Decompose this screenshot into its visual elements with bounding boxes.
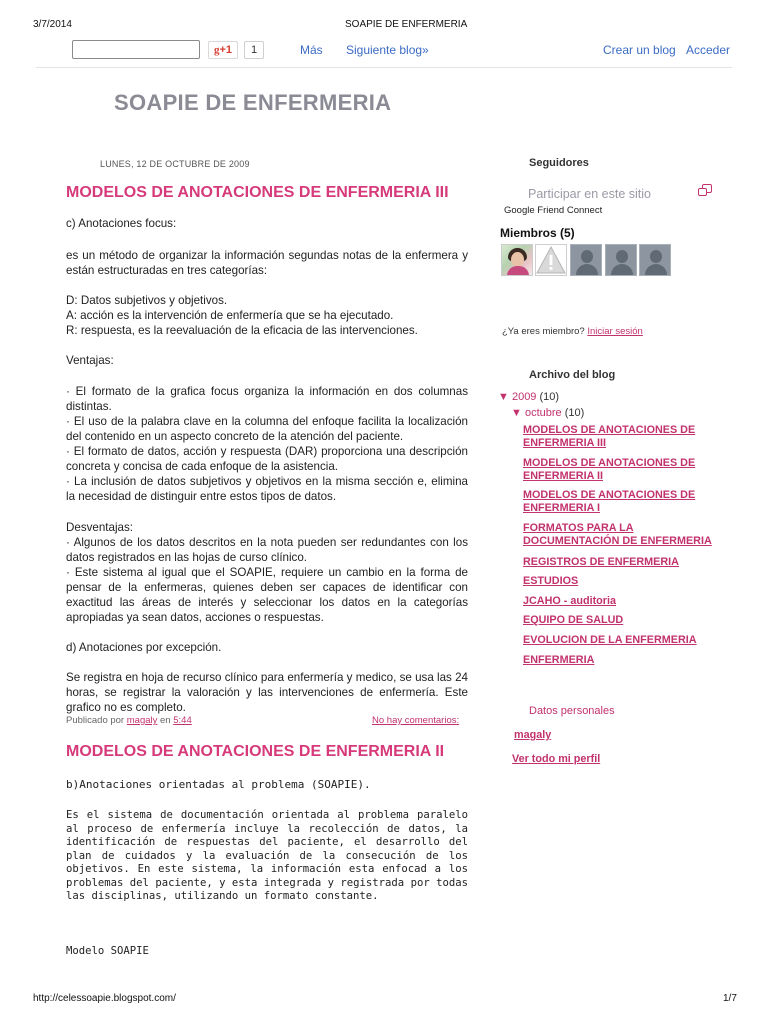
published-by-label: Publicado por xyxy=(66,715,125,726)
category-a: A: acción es la intervención de enfermería que se ha ejecutado. xyxy=(66,309,394,322)
members-heading: Miembros (5) xyxy=(500,226,575,240)
triangle-down-icon: ▼ xyxy=(511,407,522,419)
member-question: ¿Ya eres miembro? Iniciar sesión xyxy=(502,326,643,337)
personal-data-heading: Datos personales xyxy=(529,705,615,717)
member-avatar[interactable] xyxy=(501,244,533,276)
timestamp-link[interactable]: 5:44 xyxy=(173,715,192,726)
profile-name-link[interactable]: magaly xyxy=(514,729,552,741)
post-intro: es un método de organizar la información segundas notas de la enfermera y están estructuradas en tres categorías: xyxy=(66,249,468,277)
excepcion-heading: d) Anotaciones por excepción. xyxy=(66,641,222,654)
archive-post-link[interactable]: FORMATOS PARA LA DOCUMENTACIÓN DE ENFERMERIA xyxy=(523,522,712,547)
triangle-down-icon: ▼ xyxy=(498,391,509,403)
archive-post-link[interactable]: EVOLUCION DE LA ENFERMERIA xyxy=(523,634,697,646)
post-title[interactable]: MODELOS DE ANOTACIONES DE ENFERMERIA II xyxy=(66,743,445,760)
more-link[interactable]: Más xyxy=(300,43,323,57)
post-title[interactable]: MODELOS DE ANOTACIONES DE ENFERMERIA III xyxy=(66,184,449,201)
member-avatar[interactable] xyxy=(605,244,637,276)
print-title: SOAPIE DE ENFERMERIA xyxy=(345,19,468,30)
post-footer xyxy=(66,715,192,726)
post-body: Es el sistema de documentación orientada al problema paralelo al proceso de enfermería incluye la recolección de datos, la identificación de respuestas del paciente, el desarrollo del plan de cuidados y la evaluación de la consecución de los objetivos. En este sistema, la información esta enfocad a los problemas del paciente, y esta integrada y registrada por todas las disciplinas, utilizando un formato constante. xyxy=(66,809,468,902)
comments-link[interactable]: No hay comentarios: xyxy=(372,715,460,726)
archive-post-link[interactable]: ESTUDIOS xyxy=(523,575,579,587)
print-page-number: 1/7 xyxy=(723,993,737,1004)
next-blog-link[interactable]: Siguiente blog» xyxy=(346,43,429,57)
post-subtitle: b)Anotaciones orientadas al problema (SOAPIE). xyxy=(66,778,371,791)
google-friend-connect-label: Google Friend Connect xyxy=(504,205,603,216)
author-link[interactable]: magaly xyxy=(126,715,158,726)
member-avatar[interactable] xyxy=(570,244,602,276)
archive-year[interactable]: ▼ 2009 (10) xyxy=(498,391,560,403)
ventajas-item: · El formato de datos, acción y respuesta (DAR) proporciona una descripción concreta y concisa de cada enfoque de la asistencia. xyxy=(66,445,468,473)
ventajas-heading: Ventajas: xyxy=(66,354,114,367)
member-sign-in-link[interactable]: Iniciar sesión xyxy=(587,326,643,337)
archive-post-link[interactable]: MODELOS DE ANOTACIONES DE ENFERMERIA I xyxy=(523,489,696,514)
at-label: en xyxy=(160,715,171,726)
excepcion-text: Se registra en hoja de recurso clínico para enfermería y medico, se usa las 24 horas, se registrar la valoración y las intervenciones de enfermería. Este grafico no es completo. xyxy=(66,671,468,714)
popout-icon[interactable] xyxy=(702,184,712,193)
warning-icon xyxy=(535,244,567,276)
blog-title[interactable]: SOAPIE DE ENFERMERIA xyxy=(114,90,392,115)
member-avatar[interactable] xyxy=(639,244,671,276)
create-blog-link[interactable]: Crear un blog xyxy=(603,43,676,57)
member-avatar[interactable] xyxy=(535,244,567,276)
category-d: D: Datos subjetivos y objetivos. xyxy=(66,294,228,307)
archive-post-link[interactable]: MODELOS DE ANOTACIONES DE ENFERMERIA II xyxy=(523,457,696,482)
desventajas-heading: Desventajas: xyxy=(66,521,134,534)
followers-heading: Seguidores xyxy=(529,157,589,169)
archive-heading: Archivo del blog xyxy=(529,369,616,381)
sign-in-link[interactable]: Acceder xyxy=(686,43,731,57)
modelo-heading: Modelo SOAPIE xyxy=(66,945,149,957)
ventajas-item: · La inclusión de datos subjetivos y objetivos en la misma sección e, elimina la necesidad de distinguir entre estos tipos de datos. xyxy=(66,475,468,503)
archive-post-link[interactable]: ENFERMERIA xyxy=(523,654,595,666)
archive-post-link[interactable]: REGISTROS DE ENFERMERIA xyxy=(523,556,679,568)
google-plus-count: 1 xyxy=(244,41,264,59)
archive-post-link[interactable]: JCAHO - auditoria xyxy=(523,595,616,607)
archive-post-link[interactable]: MODELOS DE ANOTACIONES DE ENFERMERIA III xyxy=(523,424,696,449)
search-input[interactable] xyxy=(72,40,200,59)
archive-post-link[interactable]: EQUIPO DE SALUD xyxy=(523,614,624,626)
date-header: LUNES, 12 DE OCTUBRE DE 2009 xyxy=(100,159,250,169)
ventajas-item: · El uso de la palabra clave en la columna del enfoque facilita la localización del contenido en un aspecto concreto de la atención del paciente. xyxy=(66,415,468,443)
google-plus-button[interactable]: g+1 xyxy=(208,41,238,59)
navbar-divider xyxy=(36,67,732,68)
print-url: http://celessoapie.blogspot.com/ xyxy=(33,993,176,1004)
post-subtitle: c) Anotaciones focus: xyxy=(66,217,177,230)
view-profile-link[interactable]: Ver todo mi perfil xyxy=(512,753,601,765)
category-r: R: respuesta, es la reevaluación de la eficacia de las intervenciones. xyxy=(66,324,418,337)
join-site-link[interactable]: Participar en este sitio xyxy=(528,187,651,201)
archive-month[interactable]: ▼ octubre (10) xyxy=(511,407,585,419)
print-date: 3/7/2014 xyxy=(33,19,72,30)
desventajas-item: · Este sistema al igual que el SOAPIE, requiere un cambio en la forma de pensar de la enfermeras, quienes deben ser capaces de identificar con exactitud las áreas de interés y seleccionar los datos en la categorías apropiadas ya sean datos, acciones o respuestas. xyxy=(66,566,468,624)
google-plus-icon: g xyxy=(213,44,220,56)
desventajas-item: · Algunos de los datos descritos en la nota pueden ser redundantes con los datos registrados en las hojas de curso clínico. xyxy=(66,536,468,564)
ventajas-item: · El formato de la grafica focus organiza la información en dos columnas distintas. xyxy=(66,385,468,413)
